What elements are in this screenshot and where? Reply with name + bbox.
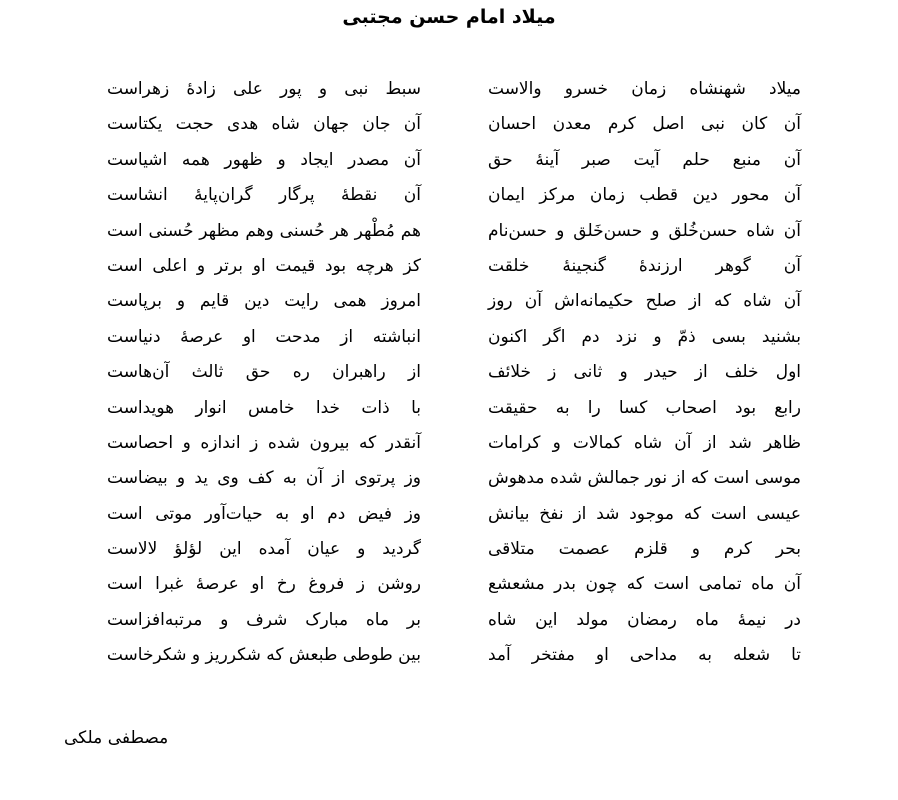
verse-row: [0, 109, 898, 144]
first-hemistich: ظاهر شد از آن شاه کمالات و کرامات: [488, 432, 801, 453]
first-hemistich: عیسی است که موجود شد از نفخ بیانش: [488, 503, 801, 524]
verse-row: [0, 180, 898, 215]
first-hemistich: تا شعله به مداحی او مفتخر آمد: [488, 645, 801, 666]
second-hemistich: امروز همی رایت دین قایم و برپاست: [107, 291, 421, 312]
verse-row: [0, 605, 898, 640]
second-hemistich: روشن ز فروغ رخ او عرصهٔ غبرا است: [107, 574, 421, 595]
second-hemistich: وز پرتوی از آن به کف وی ید و بیضاست: [107, 468, 421, 489]
first-hemistich: در نیمهٔ ماه رمضان مولد این شاه: [488, 609, 801, 630]
second-hemistich: کز هرچه بود قیمت او برتر و اعلی است: [107, 255, 421, 276]
first-hemistich: آن محور دین قطب زمان مرکز ایمان: [488, 185, 801, 206]
verse-row: [0, 251, 898, 286]
second-hemistich: با ذات خدا خامس انوار هویداست: [107, 397, 421, 418]
second-hemistich: بین طوطی طبعش که شکرریز و شکرخاست: [106, 645, 421, 666]
second-hemistich: سبط نبی و پور علی زادهٔ زهراست: [107, 79, 421, 99]
verse-row: [0, 322, 898, 357]
first-hemistich: بشنید بسی ذمّ و نزد دم اگر اکنون: [488, 326, 801, 347]
second-hemistich: آنقدر که بیرون شده ز اندازه و احصاست: [107, 432, 421, 453]
first-hemistich: رابع بود اصحاب کسا را به حقیقت: [488, 397, 801, 418]
poem-body: [0, 74, 898, 676]
verse-row: [0, 499, 898, 534]
verse-row: [0, 393, 898, 428]
verse-row: [0, 74, 898, 109]
first-hemistich: بحر کرم و قلزم عصمت متلاقی: [488, 539, 801, 560]
first-hemistich: آن شاه که از صلح حکیمانه‌اش آن روز: [488, 291, 801, 312]
verse-row: [0, 640, 898, 675]
first-hemistich: آن شاه حسن‌خُلق و حسن‌خَلق و حسن‌نام: [488, 220, 801, 241]
first-hemistich: آن کان نبی اصل کرم معدن احسان: [488, 114, 801, 135]
second-hemistich: گردید و عیان آمده این لؤلؤ لالاست: [107, 539, 421, 560]
second-hemistich: آن جان جهان شاه هدی حجت یکتاست: [107, 114, 421, 135]
first-hemistich: موسی است که از نور جمالش شده مدهوش: [488, 468, 801, 489]
first-hemistich: میلاد شهنشاه زمان خسرو والاست: [488, 79, 801, 99]
verse-row: [0, 286, 898, 321]
verse-row: [0, 216, 898, 251]
second-hemistich: هم مُطْهر هر حُسنی وهم مظهر حُسنی است: [107, 220, 421, 241]
first-hemistich: آن گوهر ارزندهٔ گنجینهٔ خلقت: [488, 255, 801, 276]
second-hemistich: آن مصدر ایجاد و ظهور همه اشیاست: [107, 149, 421, 170]
poem-title: میلاد امام حسن مجتبی: [342, 6, 556, 28]
first-hemistich: اول خلف از حیدر و ثانی ز خلائف: [488, 362, 801, 383]
verse-row: [0, 357, 898, 392]
first-hemistich: آن منبع حلم آیت صبر آینهٔ حق: [488, 149, 801, 170]
verse-row: [0, 569, 898, 604]
verse-row: [0, 145, 898, 180]
second-hemistich: وز فیض دم او به حیات‌آور موتی است: [107, 503, 421, 524]
poem-author: مصطفی ملکی: [64, 728, 169, 748]
first-hemistich: آن ماه تمامی است که چون بدر مشعشع: [488, 574, 801, 595]
second-hemistich: انباشته از مدحت او عرصهٔ دنیاست: [107, 326, 421, 347]
second-hemistich: آن نقطهٔ پرگار گران‌پایهٔ انشاست: [107, 185, 421, 206]
second-hemistich: بر ماه مبارک شرف و مرتبه‌افزاست: [107, 609, 421, 630]
verse-row: [0, 463, 898, 498]
verse-row: [0, 428, 898, 463]
verse-row: [0, 534, 898, 569]
second-hemistich: از راهبران ره حق ثالث آن‌هاست: [107, 362, 421, 383]
